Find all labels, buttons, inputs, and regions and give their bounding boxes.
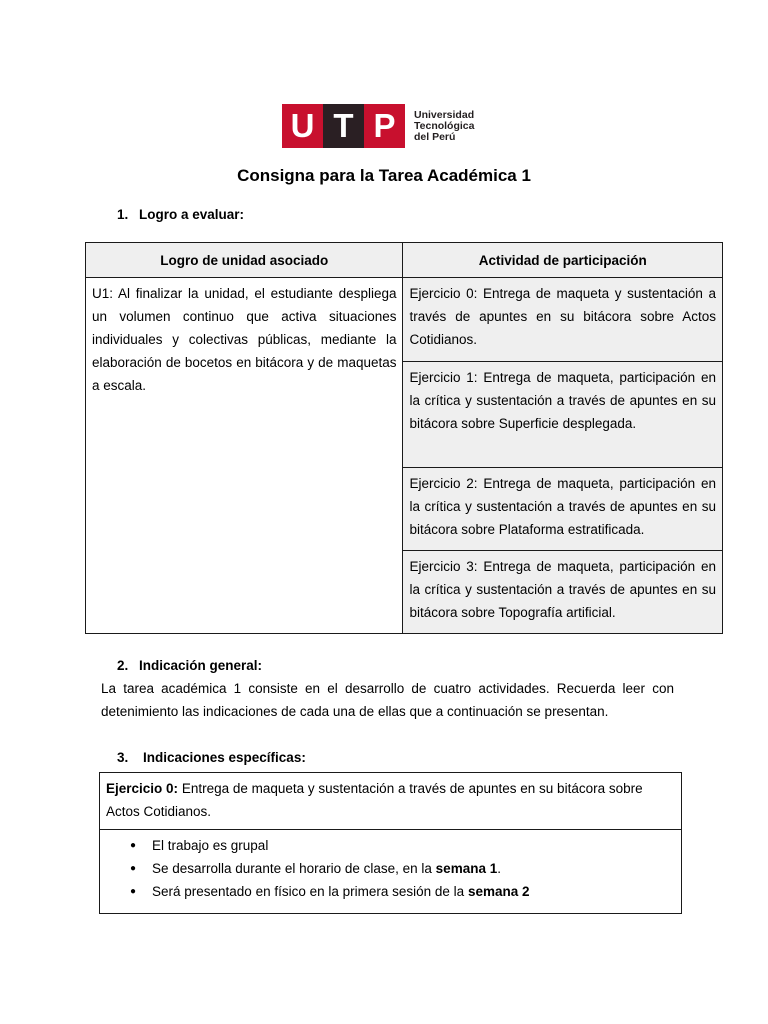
section-number: 1. <box>117 207 129 222</box>
bullet-text-end: . <box>497 861 501 876</box>
ejercicio-table <box>99 772 682 914</box>
logo-line-3: del Perú <box>414 130 456 143</box>
ejercicio-heading-cell <box>100 773 682 830</box>
table-header-row <box>86 243 723 278</box>
ejercicio-label: Ejercicio 0: <box>106 781 179 796</box>
list-item <box>106 880 675 903</box>
table-row <box>100 830 682 914</box>
section-label: Indicación general: <box>139 658 263 673</box>
bullet-emphasis: semana 2 <box>467 884 530 899</box>
actividad-cell: Ejercicio 1: Entrega de maqueta, participación en la crítica y sustentación a través de apuntes en su bitácora sobre Superficie desplegada. <box>403 362 723 468</box>
section-label: Indicaciones específicas: <box>143 750 306 765</box>
ejercicio-description: Entrega de maqueta y sustentación a través de apuntes en su bitácora sobre Actos Cotidianos. <box>106 781 643 819</box>
page-title: Consigna para la Tarea Académica 1 <box>237 166 531 185</box>
bullet-list <box>106 834 675 903</box>
utp-logo <box>282 104 474 148</box>
column-header-logro: Logro de unidad asociado <box>86 243 403 278</box>
table-row <box>100 773 682 830</box>
actividad-cell: Ejercicio 2: Entrega de maqueta, participación en la crítica y sustentación a través de apuntes en su bitácora sobre Plataforma estratificada. <box>403 468 723 551</box>
logo-letter-p: P <box>364 104 405 148</box>
section-heading-logro <box>117 207 244 222</box>
bullet-text: Se desarrolla durante el horario de clase, en la <box>152 861 436 876</box>
list-item <box>106 834 675 857</box>
section-heading-indicacion-general <box>117 658 262 673</box>
section-number: 3. <box>117 750 129 765</box>
bullet-text: Será presentado en físico en la primera sesión de la <box>152 884 468 899</box>
logo-wordmark <box>414 110 474 143</box>
indicacion-general-text: La tarea académica 1 consiste en el desarrollo de cuatro actividades. Recuerda leer con detenimiento las indicaciones de cada una de ellas que a continuación se presentan. <box>101 681 674 719</box>
logo-letter-t: T <box>323 104 364 148</box>
logo-letter-u: U <box>282 104 323 148</box>
logo-line-1: Universidad <box>414 108 475 121</box>
table-row <box>86 278 723 362</box>
actividad-cell: Ejercicio 3: Entrega de maqueta, participación en la crítica y sustentación a través de apuntes en su bitácora sobre Topografía artificial. <box>403 551 723 634</box>
logro-table <box>85 242 723 634</box>
section-number: 2. <box>117 658 129 673</box>
actividad-cell: Ejercicio 0: Entrega de maqueta y sustentación a través de apuntes en su bitácora sobre Actos Cotidianos. <box>403 278 723 362</box>
logo-mark <box>282 104 405 148</box>
column-header-actividad: Actividad de participación <box>403 243 723 278</box>
section-heading-indicaciones-especificas <box>117 750 306 765</box>
logro-cell: U1: Al finalizar la unidad, el estudiante despliega un volumen continuo que activa situaciones individuales y colectivas públicas, mediante la elaboración de bocetos en bitácora y de maquetas a escala. <box>86 278 403 634</box>
logo-line-2: Tecnológica <box>414 119 475 132</box>
bullet-text: El trabajo es grupal <box>152 838 269 853</box>
section-label: Logro a evaluar: <box>139 207 245 222</box>
list-item <box>106 857 675 880</box>
ejercicio-bullets-cell <box>100 830 682 914</box>
bullet-emphasis: semana 1 <box>435 861 498 876</box>
